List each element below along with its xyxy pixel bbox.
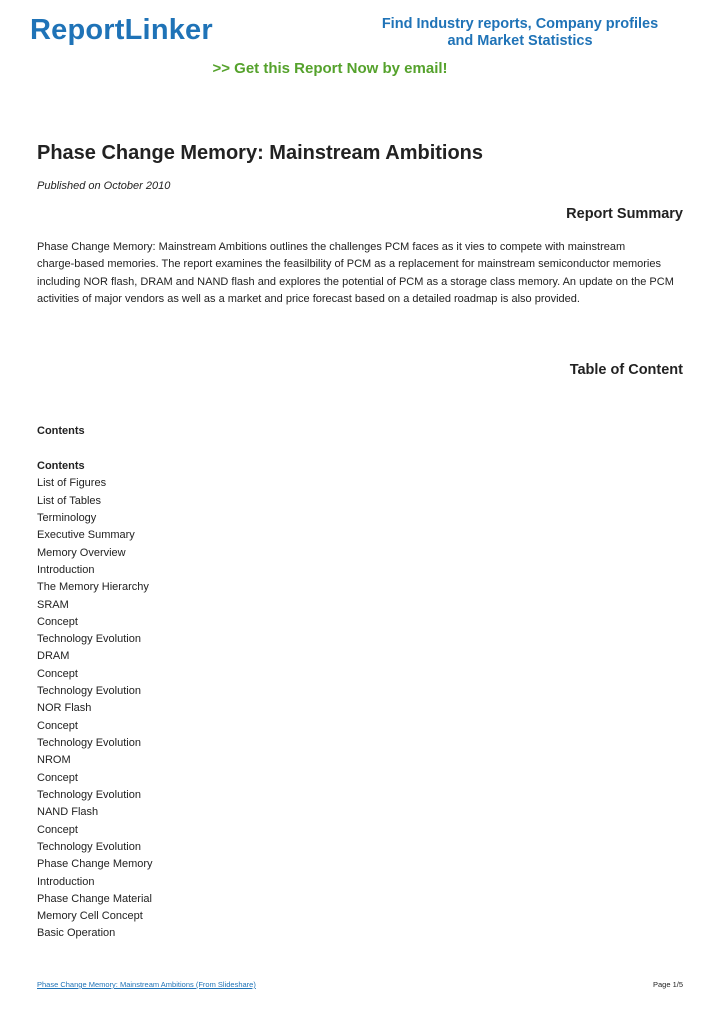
toc-list — [37, 458, 153, 943]
toc-item: Concept — [37, 615, 78, 628]
report-title: Phase Change Memory: Mainstream Ambitions — [37, 142, 484, 164]
toc-item: NROM — [37, 754, 71, 767]
report-summary — [37, 239, 687, 308]
page-number: Page 1/5 — [652, 980, 683, 989]
footer-source-link[interactable]: Phase Change Memory: Mainstream Ambitions (From Slideshare) — [37, 980, 256, 989]
toc-item: Technology Evolution — [37, 633, 141, 646]
toc-item: Concept — [37, 719, 78, 732]
toc-item: List of Tables — [37, 494, 102, 507]
toc-item: Concept — [37, 823, 78, 836]
toc-item: NOR Flash — [37, 702, 92, 715]
toc-item: Technology Evolution — [37, 737, 141, 749]
table-of-content-heading: Table of Content — [569, 362, 683, 378]
tagline-line-2: and Market Statistics — [447, 33, 593, 49]
toc-item: Phase Change Memory — [37, 858, 153, 871]
toc-item: Terminology — [37, 511, 97, 524]
toc-item: NAND Flash — [37, 806, 99, 819]
toc-item: The Memory Hierarchy — [37, 581, 149, 594]
toc-item: Technology Evolution — [37, 840, 141, 853]
toc-item: Basic Operation — [37, 927, 116, 940]
toc-item: DRAM — [37, 650, 70, 663]
toc-item: List of Figures — [37, 477, 107, 490]
toc-item: SRAM — [37, 598, 69, 611]
toc-item: Executive Summary — [37, 529, 135, 542]
toc-item: Introduction — [37, 875, 95, 888]
summary-line: Phase Change Memory: Mainstream Ambitions outlines the challenges PCM faces as it vies to compete with mainstream — [37, 241, 626, 253]
toc-item: Introduction — [37, 563, 95, 576]
toc-item: Concept — [37, 771, 78, 784]
summary-line: charge-based memories. The report examines the feasilbility of PCM as a replacement for mainstream semiconductor memories — [37, 258, 661, 271]
toc-item: Technology Evolution — [37, 788, 141, 801]
published-date: Published on October 2010 — [37, 180, 171, 192]
contents-label: Contents — [37, 425, 85, 437]
toc-item: Memory Cell Concept — [37, 910, 143, 923]
summary-line: activities of major vendors as well as a market and price forecast based on a detailed roadmap is also provided. — [37, 292, 580, 305]
summary-line: including NOR flash, DRAM and NAND flash and explores the potential of PCM as a storage class memory. An update on the PCM — [37, 275, 674, 288]
tagline — [370, 16, 670, 50]
toc-item: Technology Evolution — [37, 685, 141, 698]
toc-item: Memory Overview — [37, 546, 126, 559]
brand-logo: ReportLinker — [30, 14, 213, 46]
toc-item: Contents — [37, 460, 85, 472]
get-report-link[interactable]: >> Get this Report Now by email! — [212, 60, 448, 77]
toc-item: Concept — [37, 667, 78, 680]
tagline-line-1: Find Industry reports, Company profiles — [381, 16, 659, 32]
report-summary-heading: Report Summary — [566, 206, 683, 222]
toc-item: Phase Change Material — [37, 892, 152, 905]
